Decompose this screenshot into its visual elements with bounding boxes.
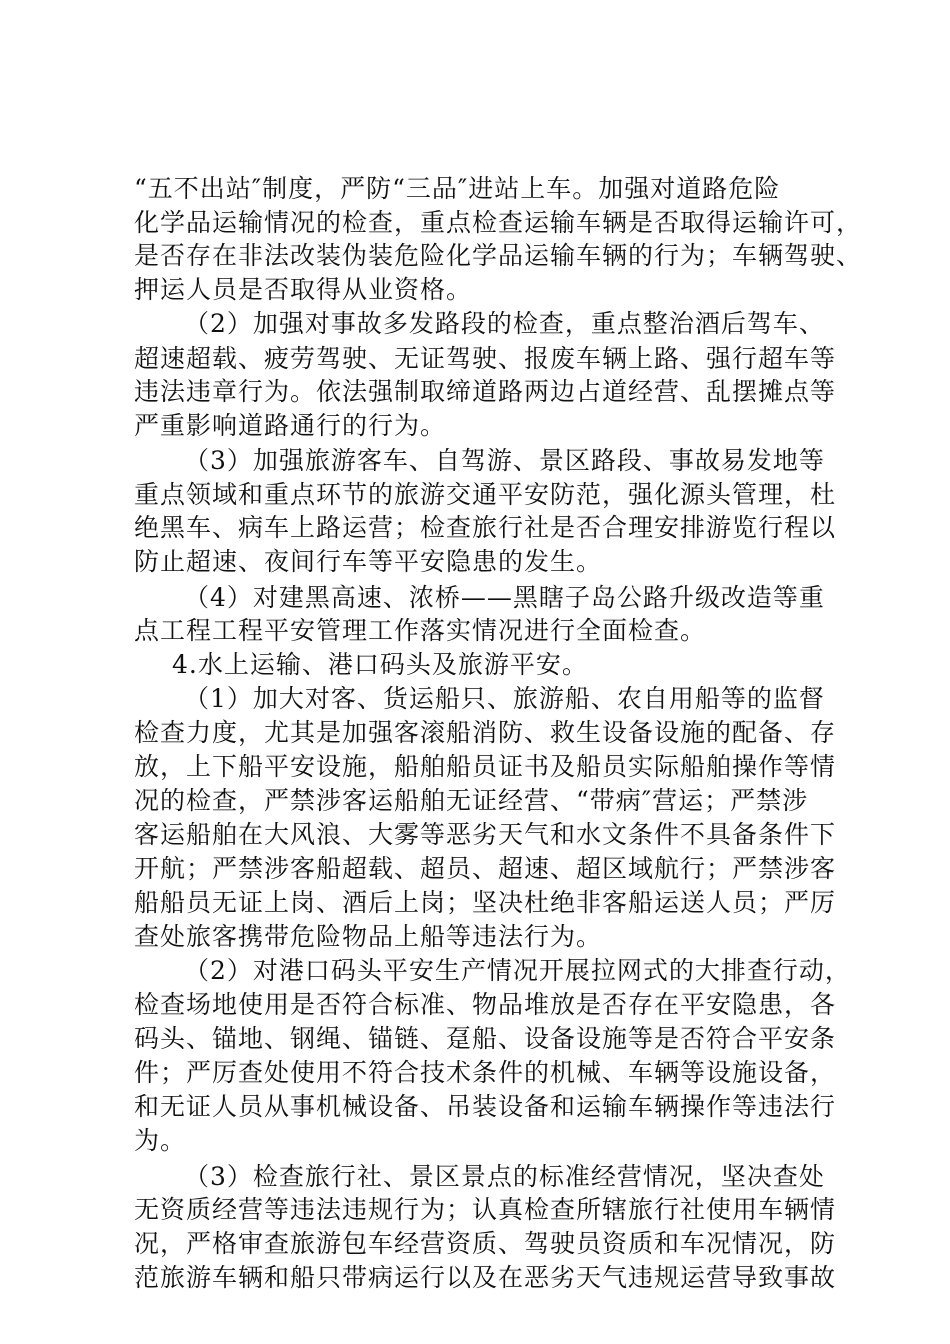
text-line: 查处旅客携带危险物品上船等违法行为。: [134, 922, 603, 951]
text-line: 检查力度，尤其是加强客滚船消防、救生设备设施的配备、存: [134, 718, 837, 747]
text-line: （2）加强对事故多发路段的检查，重点整治酒后驾车、: [184, 309, 825, 338]
text-line: （2）对港口码头平安生产情况开展拉网式的大排查行动，: [184, 956, 851, 985]
text-line: 和无证人员从事机械设备、吊装设备和运输车辆操作等违法行: [134, 1092, 837, 1121]
text-line: 船船员无证上岗、酒后上岗；坚决杜绝非客船运送人员；严厉: [134, 888, 837, 917]
text-line: 码头、锚地、钢绳、锚链、趸船、设备设施等是否符合平安条: [134, 1024, 837, 1053]
text-line: 检查场地使用是否符合标准、物品堆放是否存在平安隐患，各: [134, 990, 837, 1019]
text-line: 范旅游车辆和船只带病运行以及在恶劣天气违规运营导致事故: [134, 1263, 837, 1292]
text-line: 重点领域和重点环节的旅游交通平安防范，强化源头管理，杜: [134, 480, 837, 509]
section-heading: 4.水上运输、港口码头及旅游平安。: [172, 650, 588, 679]
text-line: （3）检查旅行社、景区景点的标准经营情况，坚决查处: [184, 1162, 825, 1191]
text-line: 防止超速、夜间行车等平安隐患的发生。: [134, 547, 603, 576]
text-line: 为。: [134, 1126, 187, 1155]
text-line: 超速超载、疲劳驾驶、无证驾驶、报废车辆上路、强行超车等: [134, 344, 837, 373]
text-line: （1）加大对客、货运船只、旅游船、农自用船等的监督: [184, 684, 825, 713]
text-line: 点工程工程平安管理工作落实情况进行全面检查。: [134, 616, 707, 645]
text-line: 违法违章行为。依法强制取缔道路两边占道经营、乱摆摊点等: [134, 377, 837, 406]
text-line: 件；严厉查处使用不符合技术条件的机械、车辆等设施设备，: [134, 1058, 837, 1087]
text-line: （4）对建黑高速、浓桥——黑瞎子岛公路升级改造等重: [184, 583, 825, 612]
text-line: 押运人员是否取得从业资格。: [134, 275, 473, 304]
text-line: 无资质经营等违法违规行为；认真检查所辖旅行社使用车辆情: [134, 1195, 837, 1224]
text-line: 客运船舶在大风浪、大雾等恶劣天气和水文条件不具备条件下: [134, 820, 837, 849]
text-line: 绝黑车、病车上路运营；检查旅行社是否合理安排游览行程以: [134, 513, 837, 542]
text-line: 是否存在非法改装伪装危险化学品运输车辆的行为；车辆驾驶、: [134, 241, 863, 270]
text-line: “五不出站″制度，严防“三品″进站上车。加强对道路危险: [134, 174, 781, 203]
text-line: 况，严格审查旅游包车经营资质、驾驶员资质和车况情况，防: [134, 1229, 837, 1258]
text-line: 放，上下船平安设施，船舶船员证书及船员实际船舶操作等情: [134, 752, 837, 781]
text-line: （3）加强旅游客车、自驾游、景区路段、事故易发地等: [184, 446, 825, 475]
text-line: 化学品运输情况的检查，重点检查运输车辆是否取得运输许可，: [134, 208, 863, 237]
text-line: 开航；严禁涉客船超载、超员、超速、超区域航行；严禁涉客: [134, 854, 837, 883]
text-line: 况的检查，严禁涉客运船舶无证经营、“带病″营运；严禁涉: [134, 786, 809, 815]
text-line: 严重影响道路通行的行为。: [134, 411, 447, 440]
